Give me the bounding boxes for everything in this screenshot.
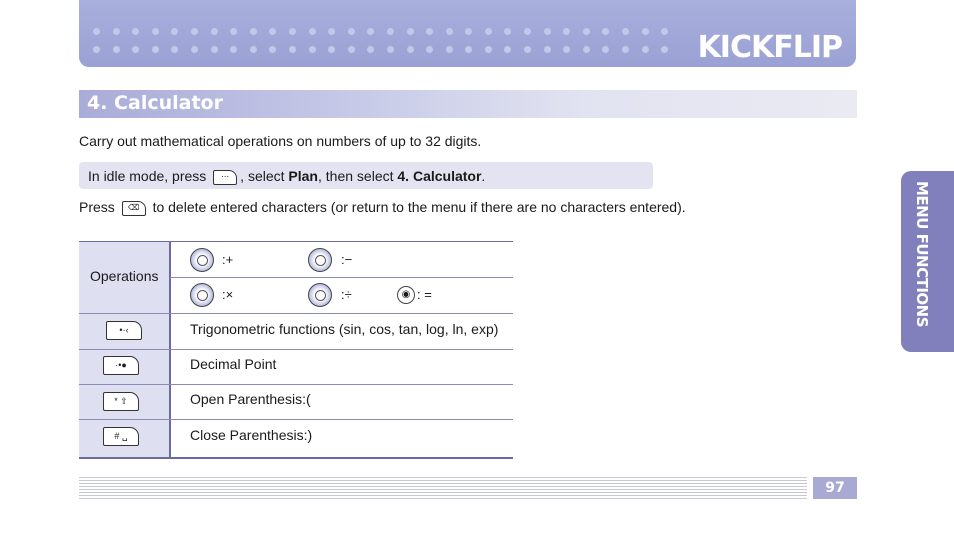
nav-left-key-icon [190, 283, 214, 307]
op-minus-symbol: :− [341, 252, 353, 267]
pound-key-icon: # ␣ [103, 427, 139, 446]
row-close-paren-text: Close Parenthesis:) [190, 427, 313, 443]
instruction-prefix: In idle mode, press [88, 168, 211, 184]
side-tab [901, 171, 954, 352]
nav-right-key-icon [308, 283, 332, 307]
op-plus-symbol: :+ [222, 252, 234, 267]
op-equals-symbol: : = [417, 287, 432, 302]
right-softkey-icon: ·•● [103, 356, 139, 375]
instruction-suffix: . [481, 168, 486, 184]
clear-key-icon: ⌫ [122, 201, 146, 216]
table-divider [79, 349, 513, 350]
table-divider [79, 384, 513, 385]
nav-down-key-icon [308, 248, 332, 272]
instruction-target: 4. Calculator [397, 168, 482, 184]
left-softkey-icon: •·‹ [106, 321, 142, 340]
press-note [79, 199, 686, 216]
row-decimal-text: Decimal Point [190, 356, 277, 372]
footer-rule [79, 477, 807, 499]
operations-label: Operations [90, 268, 159, 284]
table-divider [79, 419, 513, 420]
row-open-paren-text: Open Parenthesis:( [190, 391, 311, 407]
instruction-box [79, 162, 653, 189]
op-multiply-symbol: :× [222, 287, 234, 302]
page-number-box [813, 477, 857, 499]
page-number: 97 [825, 480, 845, 496]
section-title: 4. Calculator [87, 92, 223, 114]
intro-text: Carry out mathematical operations on numbers of up to 32 digits. [79, 133, 482, 149]
instruction-mid2: , then select [318, 168, 398, 184]
calculator-keys-table [79, 241, 513, 459]
row-trig-text: Trigonometric functions (sin, cos, tan, log, ln, exp) [190, 321, 499, 337]
nav-up-key-icon [190, 248, 214, 272]
table-divider [170, 277, 513, 278]
press-suffix: to delete entered characters (or return to the menu if there are no characters entered). [148, 199, 686, 215]
press-prefix: Press [79, 199, 119, 215]
header-banner [79, 0, 856, 67]
instruction-mid1: , select [240, 168, 289, 184]
instruction-plan: Plan [288, 168, 318, 184]
section-header [79, 90, 857, 118]
table-divider [79, 313, 513, 314]
side-tab-label: MENU FUNCTIONS [913, 181, 931, 328]
instruction-line [88, 168, 485, 185]
menu-key-icon: ⋯ [213, 170, 237, 185]
brand-logo: KICKFLIP [697, 30, 842, 65]
op-divide-symbol: :÷ [341, 287, 352, 302]
star-key-icon: * ⇧ [103, 392, 139, 411]
ok-key-icon: ◉ [397, 286, 415, 304]
banner-dots-row-1 [93, 28, 668, 35]
banner-dots-row-2 [93, 46, 668, 53]
